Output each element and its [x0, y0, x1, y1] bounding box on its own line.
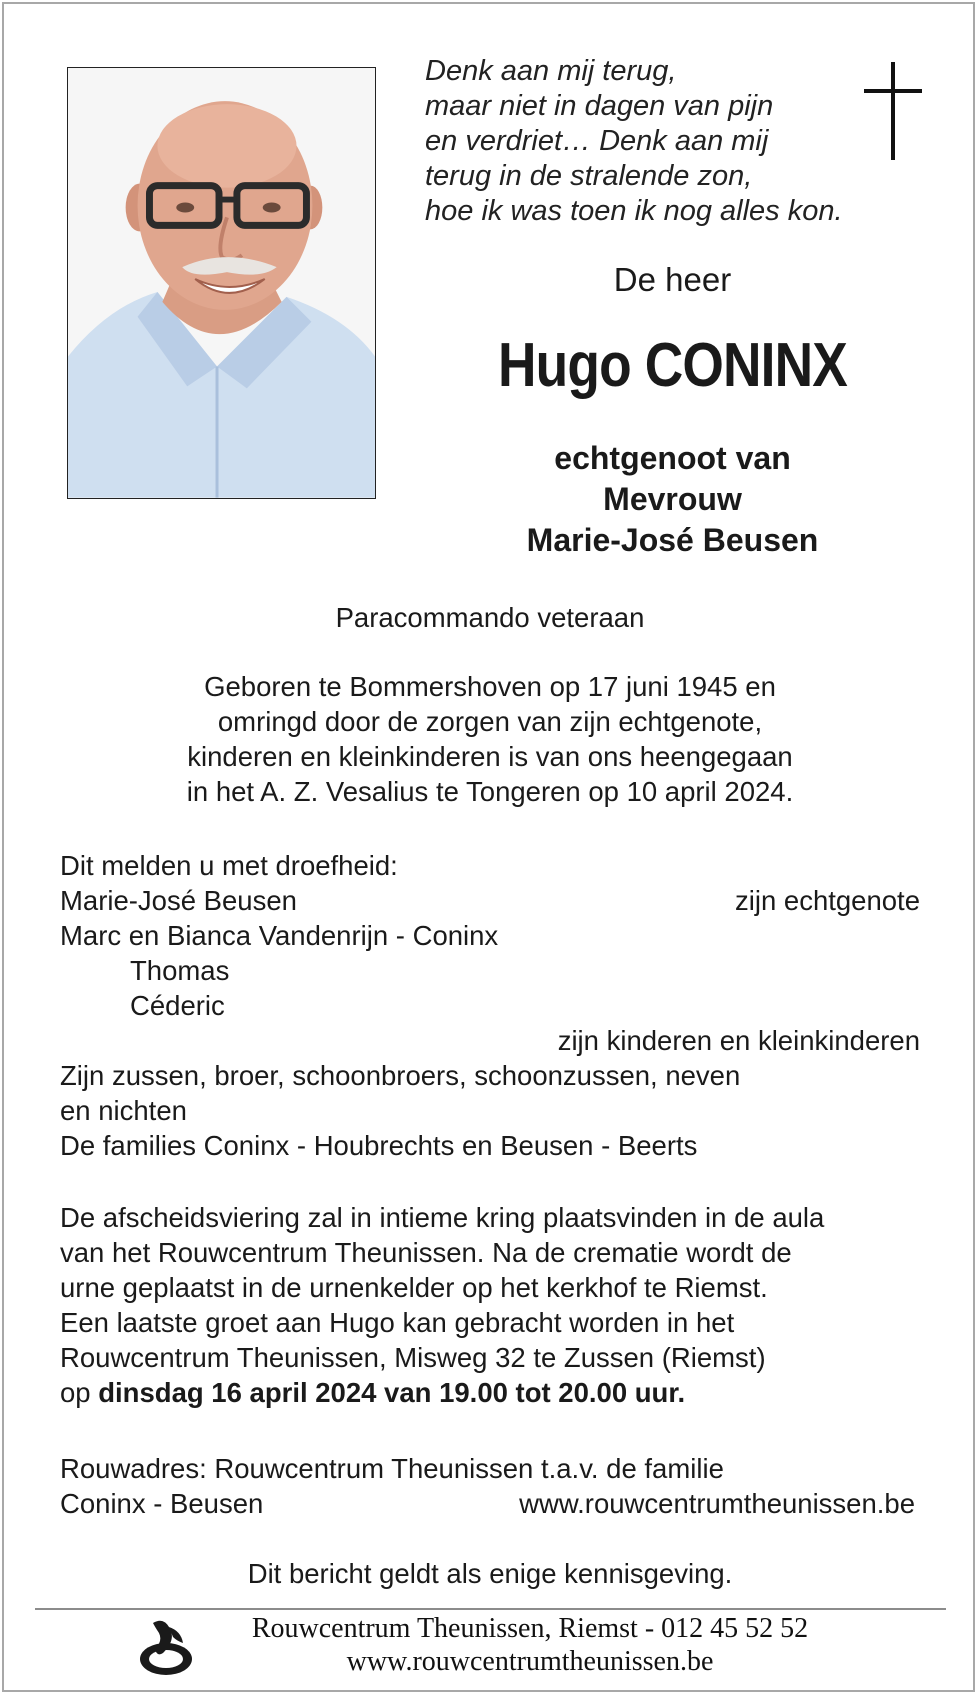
notice-text: Dit bericht geldt als enige kennisgeving. — [247, 1558, 733, 1589]
life-line: omringd door de zorgen van zijn echtgenote, — [217, 706, 763, 737]
address-family: Coninx - Beusen — [60, 1488, 264, 1519]
cross-icon — [864, 62, 922, 160]
salutation: De heer — [613, 261, 732, 298]
ceremony-line: Rouwcentrum Theunissen, Misweg 32 te Zussen (Riemst) — [60, 1342, 766, 1373]
visitation-line — [60, 1375, 824, 1410]
poem-line: maar niet in dagen van pijn — [425, 90, 774, 122]
ceremony-line: De afscheidsviering zal in intieme kring plaatsvinden in de aula — [60, 1202, 825, 1233]
spouse-block — [430, 438, 915, 561]
ceremony-line: van het Rouwcentrum Theunissen. Na de crematie wordt de — [60, 1237, 792, 1268]
spouse-role: zijn echtgenote — [735, 885, 920, 916]
family-announcement — [60, 848, 920, 1163]
poem-line: terug in de stralende zon, — [425, 160, 753, 192]
children-row: Marc en Bianca Vandenrijn - Coninx — [60, 920, 499, 951]
poem-line: hoe ik was toen ik nog alles kon. — [425, 195, 843, 227]
funeral-logo-icon — [133, 1613, 199, 1679]
footer-divider — [35, 1608, 946, 1610]
relatives-line: en nichten — [60, 1095, 187, 1126]
families-line: De families Coninx - Houbrechts en Beusen - Beerts — [60, 1130, 698, 1161]
deceased-name: Hugo CONINX — [498, 331, 847, 400]
relatives-line: Zijn zussen, broer, schoonbroers, schoonzussen, neven — [60, 1060, 741, 1091]
address-line: Rouwadres: Rouwcentrum Theunissen t.a.v. de familie — [60, 1453, 724, 1484]
spouse-row — [60, 883, 920, 918]
memorial-poem — [425, 54, 843, 229]
funeral-home-footer — [205, 1612, 855, 1678]
life-details — [0, 669, 980, 809]
life-line: in het A. Z. Vesalius te Tongeren op 10 april 2024. — [186, 776, 794, 807]
ceremony-details — [60, 1200, 824, 1410]
spouse-line: echtgenoot van — [554, 440, 791, 476]
footer-website: www.rouwcentrumtheunissen.be — [346, 1646, 714, 1677]
ceremony-line: Een laatste groet aan Hugo kan gebracht worden in het — [60, 1307, 735, 1338]
spouse-name: Marie-José Beusen — [60, 885, 297, 916]
grandchild-name: Thomas — [130, 955, 230, 986]
spouse-line: Mevrouw — [603, 481, 742, 517]
portrait-photo — [67, 67, 376, 499]
life-line: kinderen en kleinkinderen is van ons heengegaan — [187, 741, 793, 772]
poem-line: en verdriet… Denk aan mij — [425, 125, 769, 157]
grandchild-name: Céderic — [130, 990, 225, 1021]
mourning-address — [60, 1451, 915, 1521]
children-role: zijn kinderen en kleinkinderen — [557, 1025, 920, 1056]
poem-line: Denk aan mij terug, — [425, 55, 677, 87]
life-line: Geboren te Bommershoven op 17 juni 1945 en — [204, 671, 776, 702]
ceremony-line: urne geplaatst in de urnenkelder op het kerkhof te Riemst. — [60, 1272, 768, 1303]
address-website: www.rouwcentrumtheunissen.be — [519, 1488, 915, 1519]
footer-line: Rouwcentrum Theunissen, Riemst - 012 45 52 52 — [251, 1613, 809, 1644]
children-role-row — [60, 1023, 920, 1058]
spouse-line: Marie-José Beusen — [526, 522, 819, 558]
announcement-intro: Dit melden u met droefheid: — [60, 850, 398, 881]
occupation: Paracommando veteraan — [335, 602, 645, 633]
visitation-prefix: op — [60, 1377, 99, 1408]
visitation-time: dinsdag 16 april 2024 van 19.00 tot 20.00 uur. — [98, 1377, 686, 1408]
address-row — [60, 1486, 915, 1521]
